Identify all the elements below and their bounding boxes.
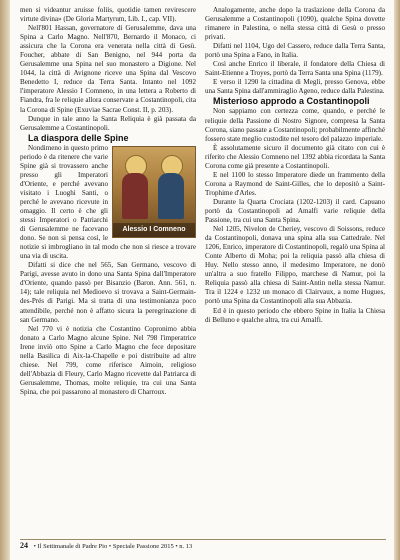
paragraph: Così anche Enrico il liberale, il fondatore della Chiesa di Saint-Etienne a Troyes, portò da Terra Santa una Spina (1179). (205, 60, 385, 78)
left-column (20, 6, 196, 397)
paragraph: men si videantur aruisse foliis, quotidie tamen revirescere virtute divina» (De Gloria Martyrum, Lib. I., cap. VII). (20, 6, 196, 24)
paragraph: Dunque in tale anno la Santa Reliquia è già passata da Gerusalemme a Costantinopoli. (20, 114, 196, 132)
figure-robe (158, 173, 184, 219)
page-number: 24 (20, 541, 28, 550)
page-footer (20, 539, 386, 552)
paragraph: Difatti si dice che nel 565, San Germano, vescovo di Parigi, avesse avuto in dono una Santa Spina dall'Imperatore d'Oriente, quando passò per Bisanzio (Baron. Ann. 561, n. 14); tale reliquia nel Medioevo si trovava a Saint-Germain-des-Prés di Parigi. Ma si tratta di una testimonianza poco attendibile, perché non è affatto sicura la peregrinazione di san Germano. (20, 261, 196, 324)
section-heading: La diaspora delle Spine (28, 132, 129, 143)
paragraph: Nondimeno in questo primo periodo è da ritenere che varie Spine già si trovassero anche presso gli Imperatori d'Oriente, e perché avevano visitato i Luoghi Santi, o perché le avevano ricevute in omaggio. Il certo è che gli stessi Imperatori o Patriarchi di Gerusalemme ne facevano dono. Se non si pensa così, le notizie si imbrogliano in tal modo che non si riesce a trovare una via di uscita. (20, 143, 196, 261)
paragraph: Non sappiamo con certezza come, quando, e perché le reliquie della Passione di Nostro Signore, compresa la Santa Corona, siano passate a Costantinopoli; probabilmente affinché fossero state meglio custodite nel tesoro del palazzo imperiale. (205, 107, 385, 143)
paragraph: Nel 1205, Nivelon de Cheriey, vescovo di Soissons, reduce da Costantinopoli, donava una spina alla sua Cattedrale. Nel 1206, Enrico, imperatore di Costantinopoli, regalò una Spina al Conte Alberto di Moha; poi la reliquia passò alla chiesa di Huy. Nello stesso anno, il medesimo Imperatore, ne donò un'altra a suo fratello Filippo, marchese di Namur, poi la Reliquia passò alla chiesa di Saint-Antin nella stessa Namur. Tra il 1224 e 1232 un monaco di Clairvaux, a nome Hugues, portò una Spina da Costantinopoli alla sua Abbazia. (205, 225, 385, 306)
paragraph: È assolutamente sicuro il documento già citato con cui è riferito che Alessio Comneno nel 1392 abbia ricordata la Santa Corona come già presente a Costantinopoli. (205, 143, 385, 170)
footer-text: • Il Settimanale di Padre Pio • Speciale Passione 2015 • n. 13 (33, 543, 193, 550)
paragraph: Nel 770 vi è notizia che Costantino Copronimo abbia donato a Carlo Magno alcune Spine. Nel 798 l'imperatrice Irene inviò otto Spine a Carlo Magno che fece depositare nella Basilica di Aix-la-Chapelle e poi distribuite ad altre chiese. Nel 799, come riferisce Aimoin, religioso dell'Abbazia di Fleury, Carlo Magno ricevette dal Patriarca di Gerusalemme, Thomas, molte reliquie, tra cui una Santa Spina, che poi passarono al monastero di Charroux. (20, 324, 196, 396)
icon-image-alessio-comneno (112, 146, 196, 238)
right-ornament-border (394, 0, 400, 560)
paragraph: Durante la Quarta Crociata (1202-1203) il card. Capuano portò da Costantinopoli ad Amalfi varie reliquie della Passione, tra cui una Santa Spina. (205, 197, 385, 225)
paragraph: E verso il 1290 la cittadina di Megli, presso Genova, ebbe una Santa Spina dall'ammiraglio Ageno, reduce dalla Palestina. (205, 78, 385, 96)
paragraph: Analogamente, anche dopo la traslazione della Corona da Gerusalemme a Costantinopoli (1090), qualche Spina dovette rimanere in Palestina, o nella stessa città di Gesù o presso privati. (205, 6, 385, 42)
figure-robe (122, 173, 148, 219)
section-heading: Misterioso approdo a Costantinopoli (213, 96, 370, 107)
right-column (205, 6, 385, 325)
left-ornament-border (0, 0, 10, 560)
paragraph: E nel 1100 lo stesso Imperatore diede un frammento della Corona a Raymond de Saint-Gilles, che lo depositò a Saint-Trophime d'Arles. (205, 170, 385, 197)
paragraph: Difatti nel 1104, Ugo del Cassero, reduce dalla Terra Santa, portò una Spina a Fano, in Italia. (205, 42, 385, 60)
paragraph: Nell'801 Hassan, governatore di Gerusalemme, dava una Spina a Carlo Magno. Nell'870, Bernardo il Monaco, ci assicura che la Corona era venerata nella città di Gesù. Foucher, abbate di San Benigno, nel 944 porta da Gerusalemme una Spina nel suo monastero a Digione. Nel 1044, la città di Avignone riceve una Spina dal Vescovo Benedetto I, reduce da Terra Santa. Intanto nel 1092 l'imperatore Alessio I Comneno, in una lettera a Roberto di Fiandra, fra le reliquie allora conservate a Costantinopoli, cita la Corona di Spine (Exuviae Sacrae Const. II, p. 203). (20, 24, 196, 114)
paragraph: Ed è in questo periodo che ebbero Spine in Italia la Chiesa di Belluno e qualche altra, tra cui Amalfi. (205, 306, 385, 324)
image-caption: Alessio I Comneno (113, 223, 195, 237)
